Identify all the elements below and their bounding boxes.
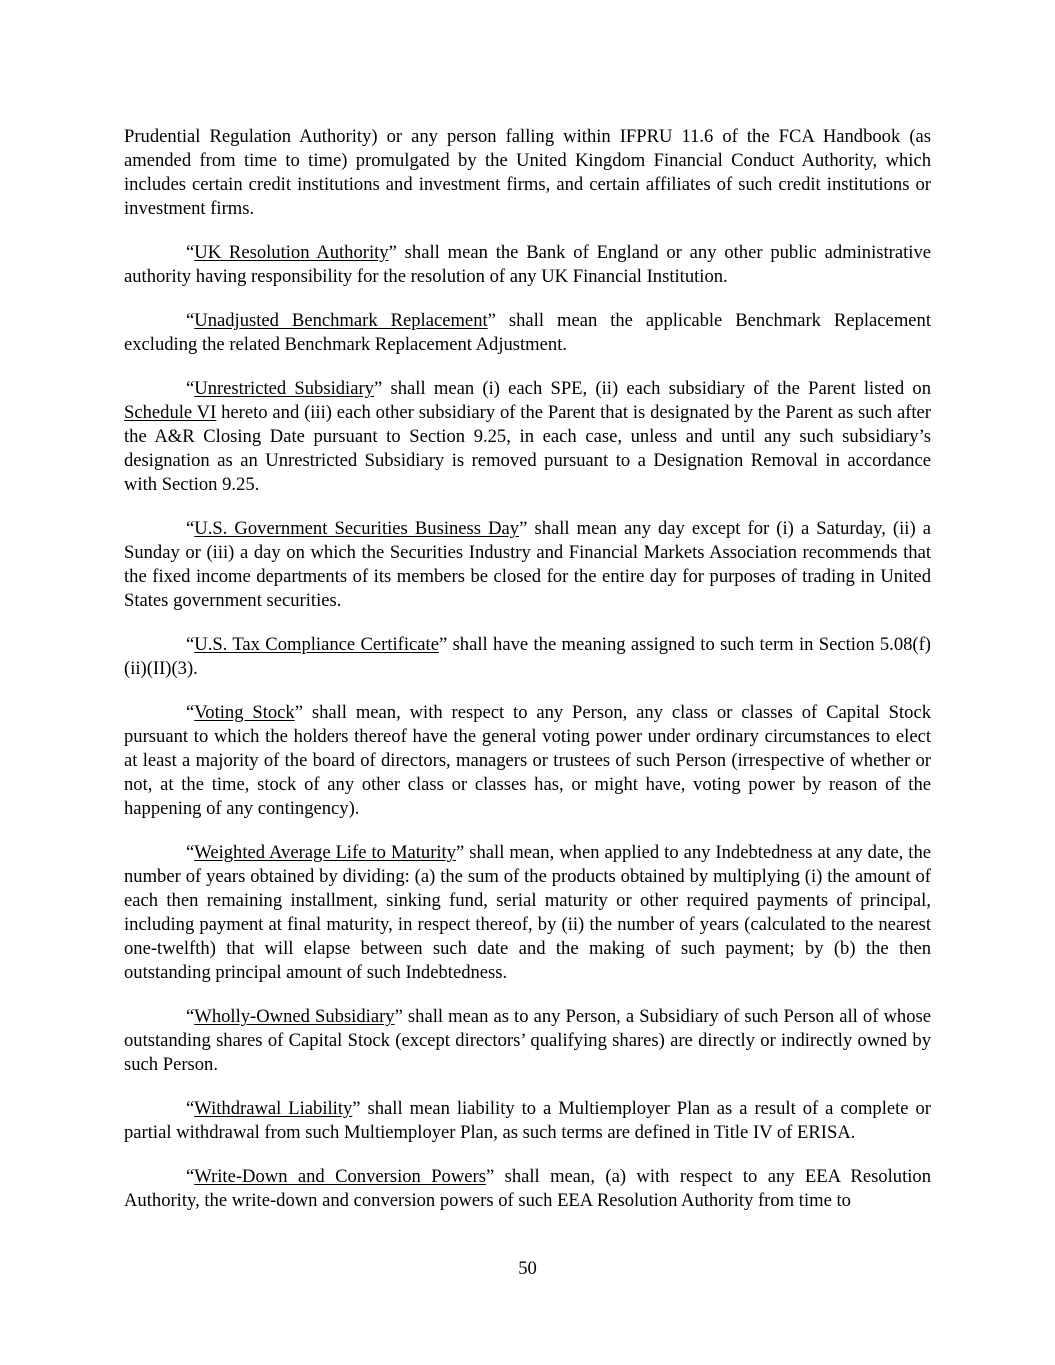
definition-uk-resolution-authority [124,241,931,289]
defined-term: U.S. Government Securities Business Day [194,518,520,539]
defined-term: Unadjusted Benchmark Replacement [194,310,488,331]
close-quote: ” [456,842,465,863]
paragraph-text: Prudential Regulation Authority) or any person falling within IFPRU 11.6 of the FCA Handbook (as amended from time to time) promulgated by the United Kingdom Financial Conduct Authority, which includes certain credit institutions and investment firms, and certain affiliates of such credit institutions or investment firms. [124,126,931,219]
open-quote: “ [186,634,195,655]
close-quote: ” [294,702,303,723]
open-quote: “ [186,518,195,539]
open-quote: “ [186,310,195,331]
open-quote: “ [186,1006,195,1027]
definition-weighted-average-life-to-maturity [124,841,931,985]
close-quote: ” [487,310,496,331]
definition-continuation-paragraph [124,125,931,221]
defined-term: Withdrawal Liability [194,1098,353,1119]
defined-term: Write-Down and Conversion Powers [194,1166,486,1187]
definition-text: shall mean the Bank of England or any other public administrative authority having responsibility for the resolution of any UK Financial Institution. [124,242,931,287]
definition-unrestricted-subsidiary [124,377,931,497]
definition-us-government-securities-business-day [124,517,931,613]
definition-text: shall mean (i) each SPE, (ii) each subsidiary of the Parent listed on [382,378,931,399]
definition-text: shall mean the applicable Benchmark Replacement excluding the related Benchmark Replacement Adjustment. [124,310,931,355]
document-body [124,125,931,1233]
defined-term: U.S. Tax Compliance Certificate [194,634,439,655]
close-quote: ” [352,1098,361,1119]
definition-write-down-and-conversion-powers [124,1165,931,1213]
close-quote: ” [485,1166,495,1187]
definition-unadjusted-benchmark-replacement [124,309,931,357]
definition-text: shall mean liability to a Multiemployer Plan as a result of a complete or partial withdrawal from such Multiemployer Plan, as such terms are defined in Title IV of ERISA. [124,1098,931,1143]
defined-term: Weighted Average Life to Maturity [194,842,457,863]
open-quote: “ [186,842,195,863]
close-quote: ” [373,378,383,399]
definition-withdrawal-liability [124,1097,931,1145]
definition-wholly-owned-subsidiary [124,1005,931,1077]
definition-us-tax-compliance-certificate [124,633,931,681]
definition-text: shall mean as to any Person, a Subsidiary of such Person all of whose outstanding shares of Capital Stock (except directors’ qualifying shares) are directly or indirectly owned by such Person. [124,1006,931,1075]
definition-text: shall mean, when applied to any Indebtedness at any date, the number of years obtained by dividing: (a) the sum of the products obtained by multiplying (i) the amount of each then remaining installment, sinking fund, serial maturity or other required payments of principal, including payment at final maturity, in respect thereof, by (ii) the number of years (calculated to the nearest one-twelfth) that will elapse between such date and the making of such payment; by (b) the then outstanding principal amount of such Indebtedness. [124,842,931,983]
defined-term: Voting Stock [194,702,295,723]
schedule-reference: Schedule VI [124,402,217,423]
definition-text: shall have the meaning assigned to such term in Section 5.08(f)(ii)(II)(3). [124,634,931,679]
close-quote: ” [519,518,528,539]
definition-text: shall mean, (a) with respect to any EEA Resolution Authority, the write-down and conversion powers of such EEA Resolution Authority from time to [124,1166,931,1211]
open-quote: “ [186,378,195,399]
defined-term: Unrestricted Subsidiary [194,378,374,399]
close-quote: ” [394,1006,403,1027]
definition-text-continued: hereto and (iii) each other subsidiary of the Parent that is designated by the Parent as such after the A&R Closing Date pursuant to Section 9.25, in each case, unless and until any such subsidiary’s designation as an Unrestricted Subsidiary is removed pursuant to a Designation Removal in accordance with Section 9.25. [124,402,932,495]
page-number: 50 [518,1258,537,1279]
open-quote: “ [186,242,195,263]
open-quote: “ [186,702,195,723]
definition-text: shall mean, with respect to any Person, any class or classes of Capital Stock pursuant to which the holders thereof have the general voting power under ordinary circumstances to elect at least a majority of the board of directors, managers or trustees of such Person (irrespective of whether or not, at the time, stock of any other class or classes has, or might have, voting power by reason of the happening of any contingency). [124,702,931,819]
defined-term: Wholly-Owned Subsidiary [194,1006,395,1027]
close-quote: ” [388,242,397,263]
defined-term: UK Resolution Authority [194,242,389,263]
close-quote: ” [438,634,448,655]
open-quote: “ [186,1098,195,1119]
open-quote: “ [186,1166,195,1187]
definition-voting-stock [124,701,931,821]
definition-text: shall mean any day except for (i) a Saturday, (ii) a Sunday or (iii) a day on which the Securities Industry and Financial Markets Association recommends that the fixed income departments of its members be closed for the entire day for purposes of trading in United States government securities. [124,518,932,611]
